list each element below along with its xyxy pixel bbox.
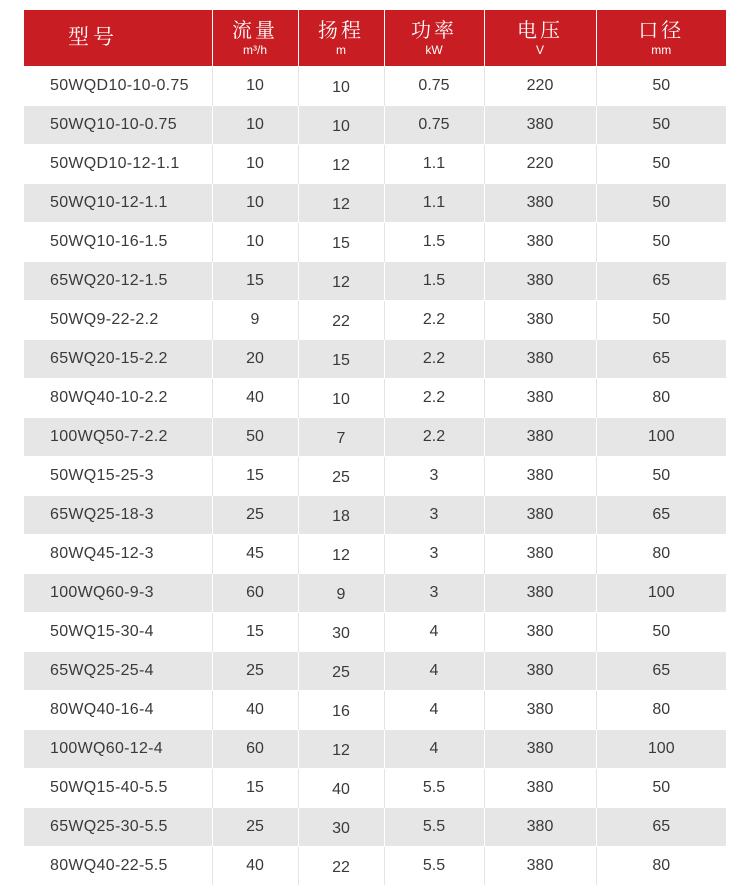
cell-power: 0.75 — [384, 67, 484, 106]
cell-flow: 40 — [212, 379, 298, 418]
cell-diameter: 50 — [596, 67, 726, 106]
header-voltage — [484, 10, 596, 67]
table-row — [24, 340, 726, 379]
cell-head: 22 — [298, 847, 384, 885]
cell-voltage: 380 — [484, 691, 596, 730]
cell-voltage: 380 — [484, 340, 596, 379]
cell-voltage: 380 — [484, 847, 596, 885]
cell-diameter: 80 — [596, 379, 726, 418]
cell-diameter: 65 — [596, 808, 726, 847]
cell-diameter: 65 — [596, 340, 726, 379]
cell-power: 4 — [384, 730, 484, 769]
cell-diameter: 50 — [596, 457, 726, 496]
cell-power: 5.5 — [384, 847, 484, 885]
cell-model: 65WQ20-15-2.2 — [24, 340, 212, 379]
cell-flow: 60 — [212, 574, 298, 613]
cell-power: 4 — [384, 652, 484, 691]
cell-power: 2.2 — [384, 340, 484, 379]
cell-power: 1.1 — [384, 184, 484, 223]
cell-head: 30 — [298, 613, 384, 652]
cell-power: 2.2 — [384, 379, 484, 418]
cell-voltage: 380 — [484, 574, 596, 613]
header-power-unit: kW — [385, 43, 484, 57]
cell-head: 40 — [298, 769, 384, 808]
cell-flow: 10 — [212, 223, 298, 262]
header-head-unit: m — [299, 43, 384, 57]
cell-power: 4 — [384, 691, 484, 730]
cell-diameter: 50 — [596, 223, 726, 262]
header-voltage-title: 电压 — [485, 20, 596, 42]
cell-flow: 15 — [212, 769, 298, 808]
header-flow — [212, 10, 298, 67]
cell-model: 65WQ20-12-1.5 — [24, 262, 212, 301]
cell-head: 25 — [298, 652, 384, 691]
cell-voltage: 380 — [484, 496, 596, 535]
cell-voltage: 380 — [484, 730, 596, 769]
table-row — [24, 145, 726, 184]
header-model-title: 型号 — [68, 27, 212, 49]
cell-head: 12 — [298, 145, 384, 184]
cell-power: 1.5 — [384, 262, 484, 301]
cell-power: 3 — [384, 496, 484, 535]
cell-diameter: 100 — [596, 574, 726, 613]
cell-flow: 40 — [212, 847, 298, 885]
cell-diameter: 50 — [596, 613, 726, 652]
table-row — [24, 613, 726, 652]
header-model — [24, 10, 212, 67]
table-row — [24, 67, 726, 106]
cell-diameter: 50 — [596, 145, 726, 184]
cell-diameter: 65 — [596, 652, 726, 691]
cell-flow: 10 — [212, 67, 298, 106]
cell-diameter: 100 — [596, 730, 726, 769]
cell-model: 65WQ25-18-3 — [24, 496, 212, 535]
cell-flow: 10 — [212, 106, 298, 145]
cell-power: 2.2 — [384, 301, 484, 340]
cell-power: 3 — [384, 535, 484, 574]
cell-model: 50WQ10-10-0.75 — [24, 106, 212, 145]
cell-diameter: 50 — [596, 769, 726, 808]
cell-head: 10 — [298, 67, 384, 106]
cell-model: 50WQD10-12-1.1 — [24, 145, 212, 184]
cell-model: 65WQ25-25-4 — [24, 652, 212, 691]
cell-flow: 15 — [212, 262, 298, 301]
cell-flow: 25 — [212, 808, 298, 847]
cell-power: 3 — [384, 457, 484, 496]
cell-diameter: 80 — [596, 691, 726, 730]
table-row — [24, 808, 726, 847]
cell-head: 12 — [298, 262, 384, 301]
cell-voltage: 380 — [484, 613, 596, 652]
cell-model: 80WQ45-12-3 — [24, 535, 212, 574]
table-row — [24, 457, 726, 496]
cell-model: 100WQ60-9-3 — [24, 574, 212, 613]
header-head-title: 扬程 — [299, 20, 384, 42]
header-diameter — [596, 10, 726, 67]
cell-flow: 10 — [212, 145, 298, 184]
cell-voltage: 380 — [484, 418, 596, 457]
cell-head: 12 — [298, 535, 384, 574]
cell-model: 50WQ15-25-3 — [24, 457, 212, 496]
cell-power: 1.1 — [384, 145, 484, 184]
cell-head: 30 — [298, 808, 384, 847]
cell-model: 80WQ40-22-5.5 — [24, 847, 212, 885]
cell-flow: 25 — [212, 652, 298, 691]
table-row — [24, 379, 726, 418]
header-head — [298, 10, 384, 67]
cell-flow: 9 — [212, 301, 298, 340]
cell-diameter: 50 — [596, 184, 726, 223]
header-power — [384, 10, 484, 67]
cell-voltage: 380 — [484, 808, 596, 847]
cell-head: 10 — [298, 106, 384, 145]
cell-diameter: 80 — [596, 535, 726, 574]
cell-voltage: 380 — [484, 457, 596, 496]
table-row — [24, 418, 726, 457]
cell-head: 10 — [298, 379, 384, 418]
cell-flow: 25 — [212, 496, 298, 535]
table-row — [24, 574, 726, 613]
header-power-title: 功率 — [385, 20, 484, 42]
cell-diameter: 65 — [596, 496, 726, 535]
cell-diameter: 50 — [596, 301, 726, 340]
cell-head: 15 — [298, 223, 384, 262]
cell-head: 7 — [298, 418, 384, 457]
cell-diameter: 50 — [596, 106, 726, 145]
cell-head: 22 — [298, 301, 384, 340]
cell-model: 65WQ25-30-5.5 — [24, 808, 212, 847]
cell-power: 5.5 — [384, 808, 484, 847]
table-row — [24, 691, 726, 730]
cell-flow: 45 — [212, 535, 298, 574]
cell-model: 100WQ50-7-2.2 — [24, 418, 212, 457]
header-flow-unit: m³/h — [213, 43, 298, 57]
cell-voltage: 220 — [484, 67, 596, 106]
table-row — [24, 769, 726, 808]
pump-spec-table — [24, 10, 726, 885]
cell-diameter: 80 — [596, 847, 726, 885]
cell-voltage: 380 — [484, 106, 596, 145]
cell-head: 9 — [298, 574, 384, 613]
cell-head: 18 — [298, 496, 384, 535]
cell-model: 100WQ60-12-4 — [24, 730, 212, 769]
cell-power: 3 — [384, 574, 484, 613]
table-row — [24, 184, 726, 223]
table-row — [24, 301, 726, 340]
cell-model: 50WQ10-12-1.1 — [24, 184, 212, 223]
cell-voltage: 380 — [484, 301, 596, 340]
table-row — [24, 535, 726, 574]
cell-model: 80WQ40-16-4 — [24, 691, 212, 730]
cell-flow: 50 — [212, 418, 298, 457]
header-flow-title: 流量 — [213, 20, 298, 42]
header-diameter-unit: mm — [597, 43, 727, 57]
cell-power: 2.2 — [384, 418, 484, 457]
cell-flow: 60 — [212, 730, 298, 769]
table-row — [24, 106, 726, 145]
cell-model: 50WQ9-22-2.2 — [24, 301, 212, 340]
cell-head: 16 — [298, 691, 384, 730]
cell-voltage: 380 — [484, 769, 596, 808]
cell-power: 0.75 — [384, 106, 484, 145]
table-row — [24, 496, 726, 535]
cell-voltage: 380 — [484, 379, 596, 418]
cell-flow: 40 — [212, 691, 298, 730]
cell-power: 1.5 — [384, 223, 484, 262]
cell-voltage: 380 — [484, 535, 596, 574]
cell-power: 5.5 — [384, 769, 484, 808]
table-body — [24, 67, 726, 885]
cell-diameter: 100 — [596, 418, 726, 457]
cell-voltage: 380 — [484, 652, 596, 691]
table-row — [24, 223, 726, 262]
cell-model: 50WQ15-40-5.5 — [24, 769, 212, 808]
cell-flow: 15 — [212, 457, 298, 496]
cell-head: 12 — [298, 730, 384, 769]
cell-flow: 10 — [212, 184, 298, 223]
pump-spec-table-container — [24, 10, 726, 885]
table-row — [24, 730, 726, 769]
header-row — [24, 10, 726, 67]
cell-diameter: 65 — [596, 262, 726, 301]
cell-model: 80WQ40-10-2.2 — [24, 379, 212, 418]
table-row — [24, 652, 726, 691]
cell-head: 12 — [298, 184, 384, 223]
cell-voltage: 380 — [484, 223, 596, 262]
cell-flow: 20 — [212, 340, 298, 379]
table-row — [24, 262, 726, 301]
cell-head: 15 — [298, 340, 384, 379]
cell-model: 50WQ15-30-4 — [24, 613, 212, 652]
cell-voltage: 380 — [484, 262, 596, 301]
cell-model: 50WQD10-10-0.75 — [24, 67, 212, 106]
table-row — [24, 847, 726, 885]
header-voltage-unit: V — [485, 43, 596, 57]
cell-power: 4 — [384, 613, 484, 652]
cell-head: 25 — [298, 457, 384, 496]
cell-flow: 15 — [212, 613, 298, 652]
cell-model: 50WQ10-16-1.5 — [24, 223, 212, 262]
cell-voltage: 220 — [484, 145, 596, 184]
cell-voltage: 380 — [484, 184, 596, 223]
table-header — [24, 10, 726, 67]
header-diameter-title: 口径 — [597, 20, 727, 42]
